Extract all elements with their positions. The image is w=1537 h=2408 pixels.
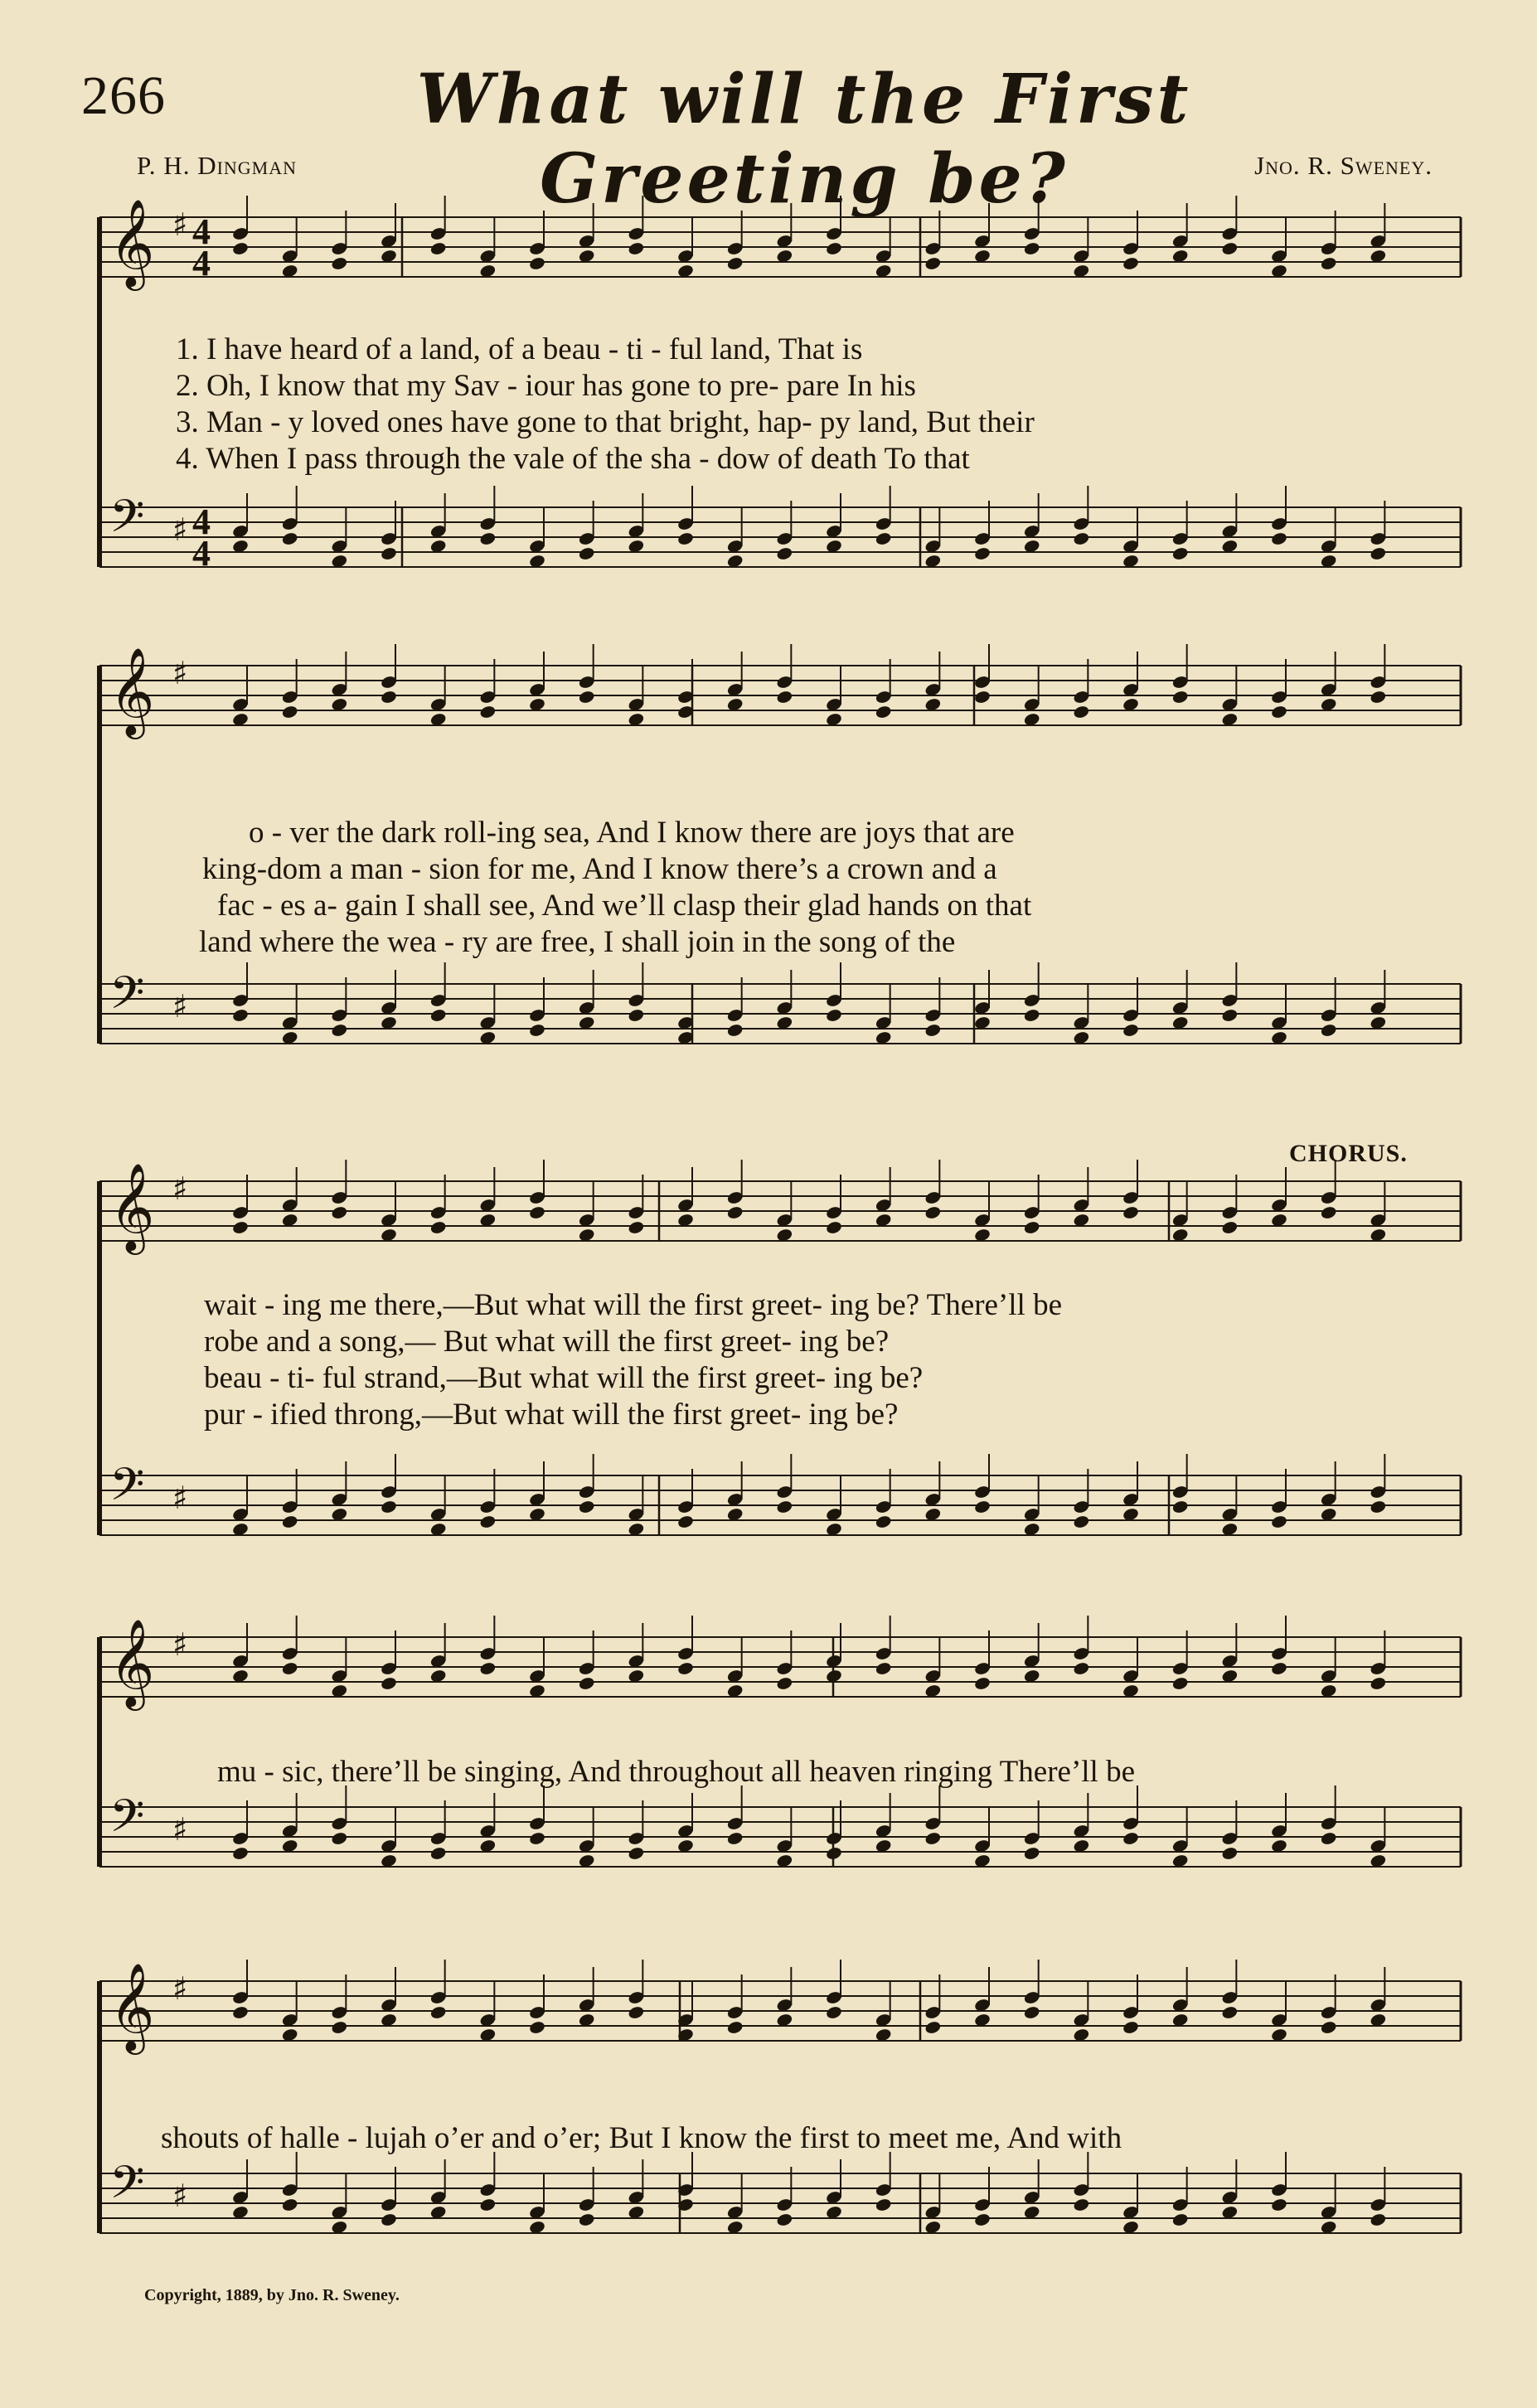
lyric-line-s1-v2: 2. Oh, I know that my Sav - iour has gone to pre- pare In his	[176, 369, 916, 403]
sharp-icon: ♯	[172, 655, 188, 691]
copyright-notice: Copyright, 1889, by Jno. R. Sweney.	[144, 2286, 400, 2304]
bass-clef-icon: 𝄢	[109, 1458, 145, 1522]
time-signature: 4	[192, 533, 211, 574]
lyric-line-s3-v3: beau - ti- ful strand,—But what will the first greet- ing be?	[204, 1361, 924, 1395]
time-signature: 4	[192, 501, 211, 542]
sharp-icon: ♯	[172, 988, 188, 1025]
lyric-line-s1-v3: 3. Man - y loved ones have gone to that bright, hap- py land, But their	[176, 405, 1035, 439]
treble-clef-icon: 𝄞	[109, 1962, 155, 2051]
lyric-line-s3-v2: robe and a song,— But what will the first greet- ing be?	[204, 1325, 890, 1359]
time-signature: 4	[192, 243, 211, 283]
lyric-line-s3-v1: wait - ing me there,—But what will the first greet- ing be? There’ll be	[204, 1288, 1062, 1322]
chorus-label: CHORUS.	[1289, 1140, 1408, 1167]
bass-clef-icon: 𝄢	[109, 967, 145, 1030]
sharp-icon: ♯	[172, 2178, 188, 2214]
lyric-line-s2-v4: land where the wea - ry are free, I shall join in the song of the	[199, 925, 956, 959]
lyric-line-s1-v4: 4. When I pass through the vale of the sha - dow of death To that	[176, 442, 970, 476]
sharp-icon: ♯	[172, 1811, 188, 1848]
lyric-line-s2-v2: king-dom a man - sion for me, And I know there’s a crown and a	[202, 852, 997, 886]
lyric-line-s4: mu - sic, there’ll be singing, And throughout all heaven ringing There’ll be	[217, 1755, 1136, 1789]
composer-credit: Jno. R. Sweney.	[1254, 151, 1433, 180]
treble-staff-4	[99, 1618, 1461, 1711]
lyric-line-s2-v3: fac - es a- gain I shall see, And we’ll clasp their glad hands on that	[217, 889, 1032, 923]
treble-staff-3	[99, 1162, 1461, 1255]
sharp-icon: ♯	[172, 1170, 188, 1207]
treble-clef-icon: 𝄞	[109, 647, 155, 735]
sharp-icon: ♯	[172, 206, 188, 243]
lyric-line-s1-v1: 1. I have heard of a land, of a beau - ti - ful land, That is	[176, 332, 863, 366]
lyric-line-s3-v4: pur - ified throng,—But what will the first greet- ing be?	[204, 1398, 899, 1432]
bass-clef-icon: 𝄢	[109, 1790, 145, 1853]
lyric-line-s5: shouts of halle - lujah o’er and o’er; But I know the first to meet me, And with	[161, 2121, 1122, 2155]
bass-clef-icon: 𝄢	[109, 2156, 145, 2220]
lyric-line-s2-v1: o - ver the dark roll-ing sea, And I know there are joys that are	[249, 816, 1015, 850]
bass-staff-4	[99, 1790, 1461, 1867]
treble-clef-icon: 𝄞	[109, 1618, 155, 1707]
hymn-title: What will the First Greeting be?	[416, 60, 1192, 219]
treble-clef-icon: 𝄞	[109, 198, 155, 287]
notes-system-5	[231, 1960, 1387, 2235]
sharp-icon: ♯	[172, 1970, 188, 2007]
treble-clef-icon: 𝄞	[109, 1162, 155, 1251]
page-number: 266	[81, 65, 166, 126]
sharp-icon: ♯	[172, 1626, 188, 1663]
notes-system-4	[231, 1616, 1387, 1868]
time-signature: 4	[192, 211, 211, 252]
lyricist-credit: P. H. Dingman	[137, 151, 298, 180]
sharp-icon: ♯	[172, 1480, 188, 1516]
sharp-icon: ♯	[172, 511, 188, 548]
treble-staff-2	[99, 647, 1461, 739]
bass-clef-icon: 𝄢	[109, 490, 145, 554]
